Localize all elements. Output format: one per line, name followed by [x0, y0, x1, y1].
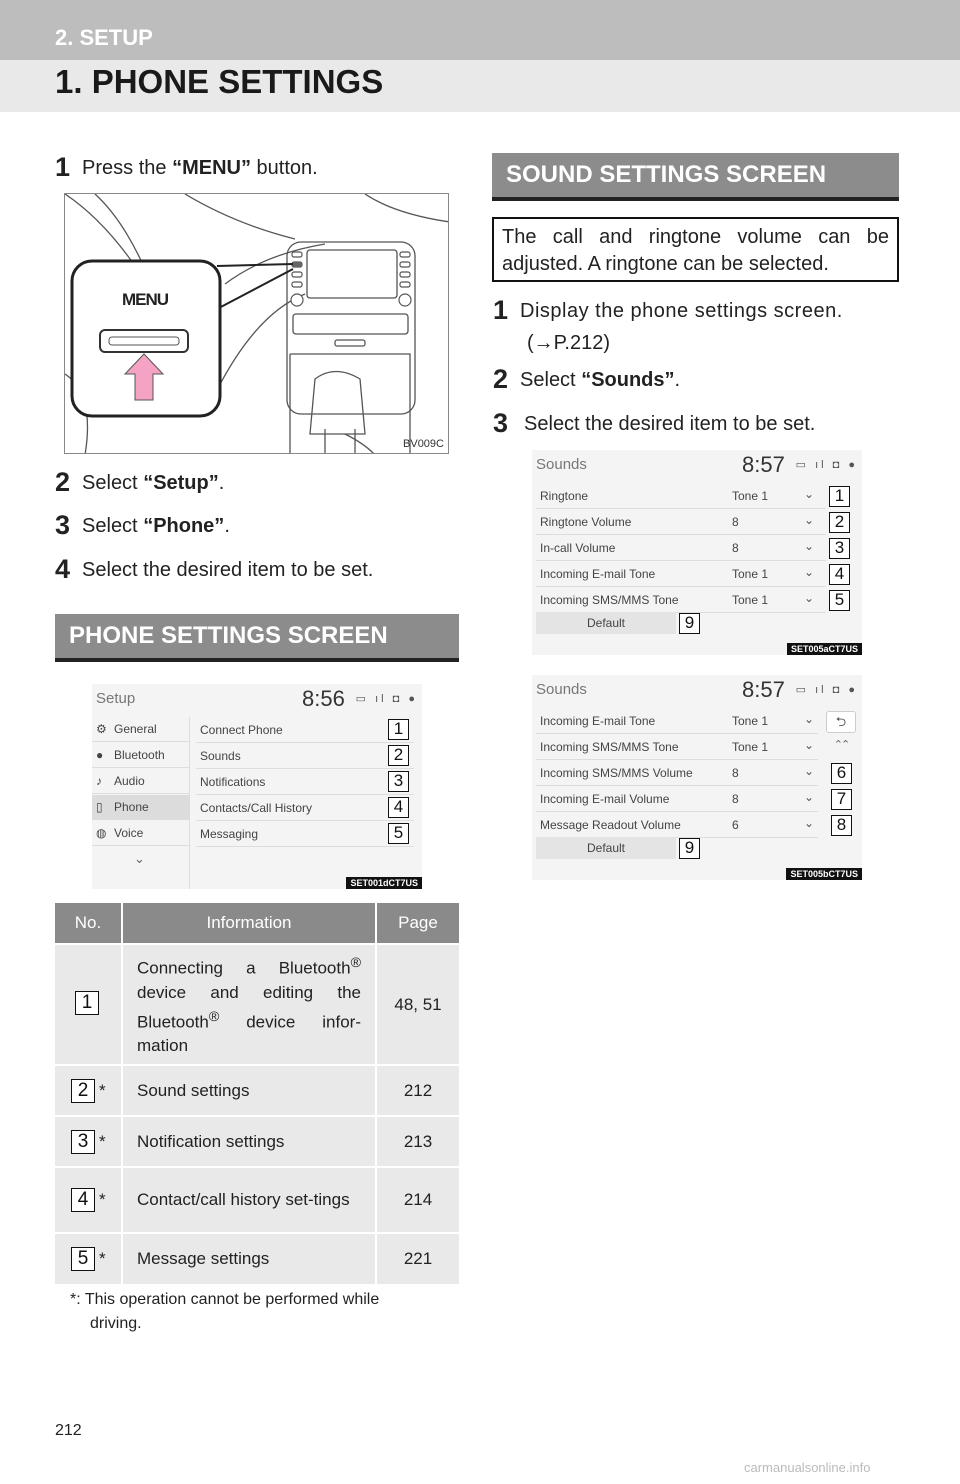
sound-row-email-tone[interactable]: Incoming E-mail Tone Tone 1 ⌄: [536, 562, 826, 587]
page-title: 1. PHONE SETTINGS: [55, 63, 384, 100]
left-step-4: 4 Select the desired item to be set.: [55, 554, 374, 584]
chevron-down-icon[interactable]: ⌄: [804, 712, 815, 726]
figure-code: SET001dCT7US: [346, 877, 422, 889]
sound-row-message-readout-volume[interactable]: Message Readout Volume 6 ⌄: [536, 813, 818, 838]
callout-8: 8: [831, 815, 852, 836]
callout-5: 5: [71, 1247, 95, 1271]
callout-4: 4: [388, 797, 409, 818]
sound-row-sms-mms-tone[interactable]: Incoming SMS/MMS Tone Tone 1 ⌄: [536, 735, 818, 760]
setup-item-messaging[interactable]: Messaging: [196, 822, 414, 847]
page-cell: 213: [376, 1116, 459, 1167]
sound-row-email-tone[interactable]: Incoming E-mail Tone Tone 1 ⌄: [536, 709, 818, 734]
chevron-down-icon[interactable]: ⌄: [804, 764, 815, 778]
phone-settings-table: [55, 903, 459, 1284]
info-cell: Sound settings: [122, 1065, 376, 1116]
sidebar-item-phone[interactable]: ▯ Phone: [92, 795, 190, 820]
screen-clock: 8:56: [302, 686, 345, 711]
chevron-down-icon[interactable]: ⌄: [804, 565, 815, 579]
phone-icon: ▯: [96, 800, 103, 814]
left-step-2: 2 Select “Setup”.: [55, 467, 225, 497]
screen-clock: 8:57: [742, 677, 785, 702]
sound-row-ringtone[interactable]: Ringtone Tone 1 ⌄: [536, 484, 826, 509]
figure-code: SET005aCT7US: [787, 643, 862, 655]
right-step-3: 3 Select the desired item to be set.: [493, 408, 816, 438]
figure-code: BV009C: [403, 438, 444, 450]
callout-2: 2: [71, 1079, 95, 1103]
info-cell: Connecting a Bluetooth® device and editing the Bluetooth® device infor-mation: [122, 944, 376, 1065]
back-icon[interactable]: ⮌: [826, 711, 856, 733]
intro-box: The call and ringtone volume can be adjusted. A ringtone can be selected.: [492, 217, 899, 282]
screen-title: Setup: [96, 690, 136, 707]
sound-row-ringtone-volume[interactable]: Ringtone Volume 8 ⌄: [536, 510, 826, 535]
sidebar-item-voice[interactable]: ◍ Voice: [92, 821, 190, 846]
table-header-row: [55, 903, 459, 944]
page-header: [0, 0, 960, 112]
col-header-no: No.: [55, 903, 122, 944]
setup-sidebar: [92, 717, 190, 889]
dashboard-illustration: [65, 194, 449, 454]
sidebar-item-general[interactable]: ⚙ General: [92, 717, 190, 742]
setup-screen: [92, 684, 422, 889]
sound-settings-section-title: SOUND SETTINGS SCREEN: [492, 153, 899, 201]
watermark: carmanualsonline.info: [744, 1460, 871, 1475]
screen-title: Sounds: [536, 681, 587, 698]
sidebar-item-bluetooth[interactable]: ● Bluetooth: [92, 743, 190, 768]
status-icons: ▭ ıl ◘ ●: [795, 684, 858, 696]
col-header-information: Information: [122, 903, 376, 944]
callout-7: 7: [831, 789, 852, 810]
right-step-1: 1 Display the phone settings screen. (→P.212): [493, 295, 843, 354]
callout-9: 9: [679, 613, 700, 634]
callout-3: 3: [71, 1130, 95, 1154]
callout-5: 5: [829, 590, 850, 611]
bluetooth-icon: ●: [96, 748, 104, 762]
table-row: [55, 944, 459, 1065]
screen-clock: 8:57: [742, 452, 785, 477]
info-cell: Contact/call history set-tings: [122, 1167, 376, 1233]
setup-item-connect-phone[interactable]: Connect Phone: [196, 718, 414, 743]
callout-6: 6: [831, 763, 852, 784]
chevron-down-icon[interactable]: ⌄: [804, 539, 815, 553]
callout-4: 4: [829, 564, 850, 585]
page-cell: 48, 51: [376, 944, 459, 1065]
callout-2: 2: [388, 745, 409, 766]
callout-3: 3: [829, 538, 850, 559]
sound-row-sms-mms-volume[interactable]: Incoming SMS/MMS Volume 8 ⌄: [536, 761, 818, 786]
sound-row-in-call-volume[interactable]: In-call Volume 8 ⌄: [536, 536, 826, 561]
callout-1: 1: [829, 486, 850, 507]
gear-icon: ⚙: [96, 722, 107, 736]
callout-5: 5: [388, 823, 409, 844]
phone-settings-section-title: PHONE SETTINGS SCREEN: [55, 614, 459, 662]
chapter-label: 2. SETUP: [55, 25, 153, 50]
callout-2: 2: [829, 512, 850, 533]
table-row: 5 * Message settings 221: [55, 1233, 459, 1284]
default-button[interactable]: Default: [536, 837, 676, 859]
figure-code: SET005bCT7US: [786, 868, 862, 880]
status-icons: ▭ ıl ◘ ●: [795, 459, 858, 471]
setup-item-contacts-call-history[interactable]: Contacts/Call History: [196, 796, 414, 821]
menu-button-label: MENU: [122, 290, 169, 309]
callout-9: 9: [679, 838, 700, 859]
scroll-up-icon[interactable]: ⌃⌃: [833, 739, 849, 751]
right-step-2: 2 Select “Sounds”.: [493, 364, 681, 394]
sounds-screen-b: [532, 675, 862, 880]
default-button[interactable]: Default: [536, 612, 676, 634]
callout-1: 1: [388, 719, 409, 740]
page-cell: 221: [376, 1233, 459, 1284]
footnote: *: This operation cannot be performed while driving.: [70, 1291, 380, 1332]
table-row: 2 * Sound settings 212: [55, 1065, 459, 1116]
dashboard-figure: [64, 193, 449, 454]
left-step-3: 3 Select “Phone”.: [55, 510, 230, 540]
voice-icon: ◍: [96, 826, 107, 840]
table-row: 3 * Notification settings 213: [55, 1116, 459, 1167]
page-cell: 212: [376, 1065, 459, 1116]
screen-title: Sounds: [536, 456, 587, 473]
info-cell: Notification settings: [122, 1116, 376, 1167]
info-cell: Message settings: [122, 1233, 376, 1284]
status-icons: ▭ ıl ◘ ●: [355, 693, 418, 705]
sound-row-email-volume[interactable]: Incoming E-mail Volume 8 ⌄: [536, 787, 818, 812]
page-number: 212: [55, 1422, 82, 1439]
col-header-page: Page: [376, 903, 459, 944]
chevron-down-icon[interactable]: ⌄: [804, 487, 815, 501]
callout-3: 3: [388, 771, 409, 792]
sounds-screen-a: [532, 450, 862, 655]
callout-1: 1: [75, 991, 99, 1015]
page-cell: 214: [376, 1167, 459, 1233]
chevron-down-icon[interactable]: ⌄: [804, 816, 815, 830]
chevron-down-icon[interactable]: ⌄: [134, 851, 145, 866]
chevron-down-icon[interactable]: ⌄: [804, 738, 815, 752]
setup-item-notifications[interactable]: Notifications: [196, 770, 414, 795]
callout-4: 4: [71, 1188, 95, 1212]
chevron-down-icon[interactable]: ⌄: [804, 591, 815, 605]
chevron-down-icon[interactable]: ⌄: [804, 513, 815, 527]
sidebar-item-audio[interactable]: ♪ Audio: [92, 769, 190, 794]
setup-item-sounds[interactable]: Sounds: [196, 744, 414, 769]
table-row: 4 * Contact/call history set-tings 214: [55, 1167, 459, 1233]
left-step-1: 1 Press the “MENU” button.: [55, 152, 318, 182]
music-note-icon: ♪: [96, 774, 102, 788]
chevron-down-icon[interactable]: ⌄: [804, 790, 815, 804]
sound-row-sms-mms-tone[interactable]: Incoming SMS/MMS Tone Tone 1 ⌄: [536, 588, 826, 613]
setup-screen-header: [92, 684, 422, 716]
